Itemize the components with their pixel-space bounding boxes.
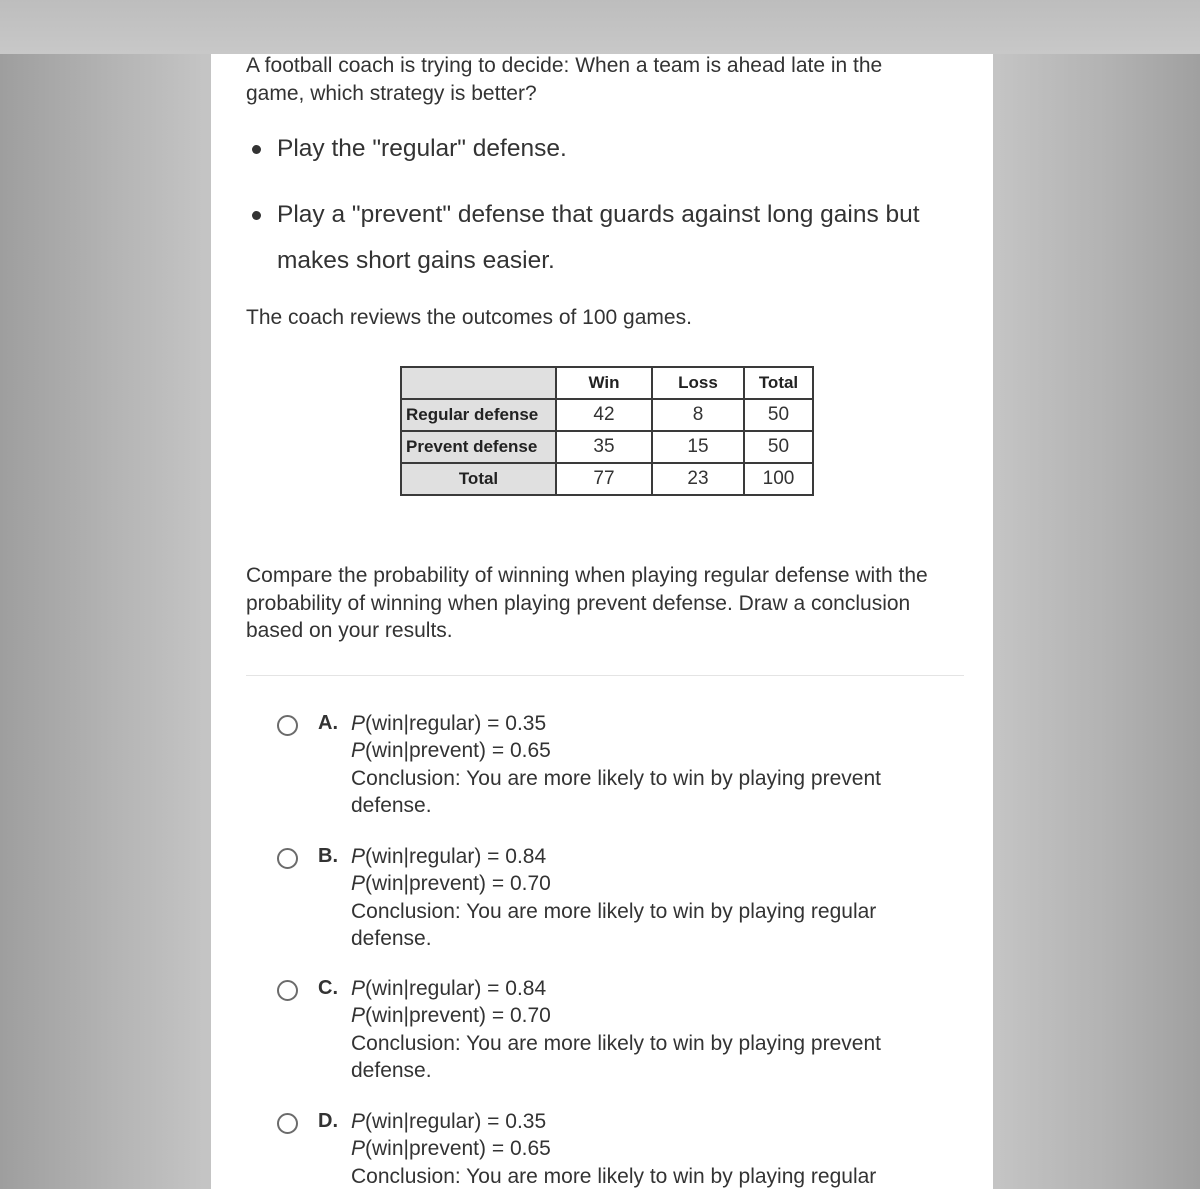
table-corner-cell [401,367,556,399]
radio-button-a[interactable] [277,715,298,736]
row-label-total: Total [401,463,556,495]
option-b-content [351,843,961,952]
cell-regular-win: 42 [556,399,652,431]
option-letter-b: B. [318,845,338,867]
list-item [246,126,966,172]
cell-total-loss: 23 [652,463,744,495]
option-a-conclusion: Conclusion: You are more likely to win by playing prevent defense. [351,766,881,817]
cell-prevent-win: 35 [556,431,652,463]
option-b-conclusion: Conclusion: You are more likely to win by playing regular defense. [351,899,877,950]
divider [246,675,964,676]
radio-button-d[interactable] [277,1113,298,1134]
option-letter-d: D. [318,1110,338,1132]
question-card [211,54,993,1189]
option-c-content [351,975,961,1084]
option-b-line2: P(win|prevent) = 0.70 [351,872,551,896]
table-row [401,399,813,431]
radio-button-b[interactable] [277,848,298,869]
outcomes-table [400,366,814,496]
option-c-line1: P(win|regular) = 0.84 [351,977,547,1000]
option-letter-a: A. [318,712,338,734]
list-item [246,192,966,284]
table-header-win: Win [556,367,652,399]
bullet-icon [252,211,261,220]
cell-total-win: 77 [556,463,652,495]
table-row [401,431,813,463]
cell-prevent-loss: 15 [652,431,744,463]
cell-regular-loss: 8 [652,399,744,431]
strategy-prevent-text: Play a "prevent" defense that guards against long gains but makes short gains easier. [277,201,920,274]
option-b-line1: P(win|regular) = 0.84 [351,845,547,868]
cell-regular-total: 50 [744,399,813,431]
option-d-content [351,1108,961,1189]
table-header-row [401,367,813,399]
option-c-line2: P(win|prevent) = 0.70 [351,1004,551,1028]
option-a-line1: P(win|regular) = 0.35 [351,712,547,735]
table-header-loss: Loss [652,367,744,399]
option-a-content [351,710,961,819]
background-blur [0,0,1200,54]
table-row [401,463,813,495]
option-letter-c: C. [318,977,338,999]
radio-button-c[interactable] [277,980,298,1001]
row-label-prevent: Prevent defense [401,431,556,463]
option-a-line2: P(win|prevent) = 0.65 [351,739,551,763]
option-d-line2: P(win|prevent) = 0.65 [351,1137,551,1161]
bullet-icon [252,145,261,154]
question-prompt: Compare the probability of winning when playing regular defense with the probability of winning when playing prevent defense. Draw a conclusion based on your results. [246,564,928,642]
cell-prevent-total: 50 [744,431,813,463]
games-reviewed-text: The coach reviews the outcomes of 100 games. [246,306,692,329]
strategy-list [246,126,966,304]
option-c-conclusion: Conclusion: You are more likely to win by playing prevent defense. [351,1031,881,1082]
option-d-conclusion: Conclusion: You are more likely to win by playing regular [351,1164,877,1188]
strategy-regular-text: Play the "regular" defense. [277,135,567,162]
option-d-line1: P(win|regular) = 0.35 [351,1110,547,1133]
table-header-total: Total [744,367,813,399]
cell-total-total: 100 [744,463,813,495]
question-intro: A football coach is trying to decide: When a team is ahead late in the game, which strategy is better? [246,54,883,105]
row-label-regular: Regular defense [401,399,556,431]
